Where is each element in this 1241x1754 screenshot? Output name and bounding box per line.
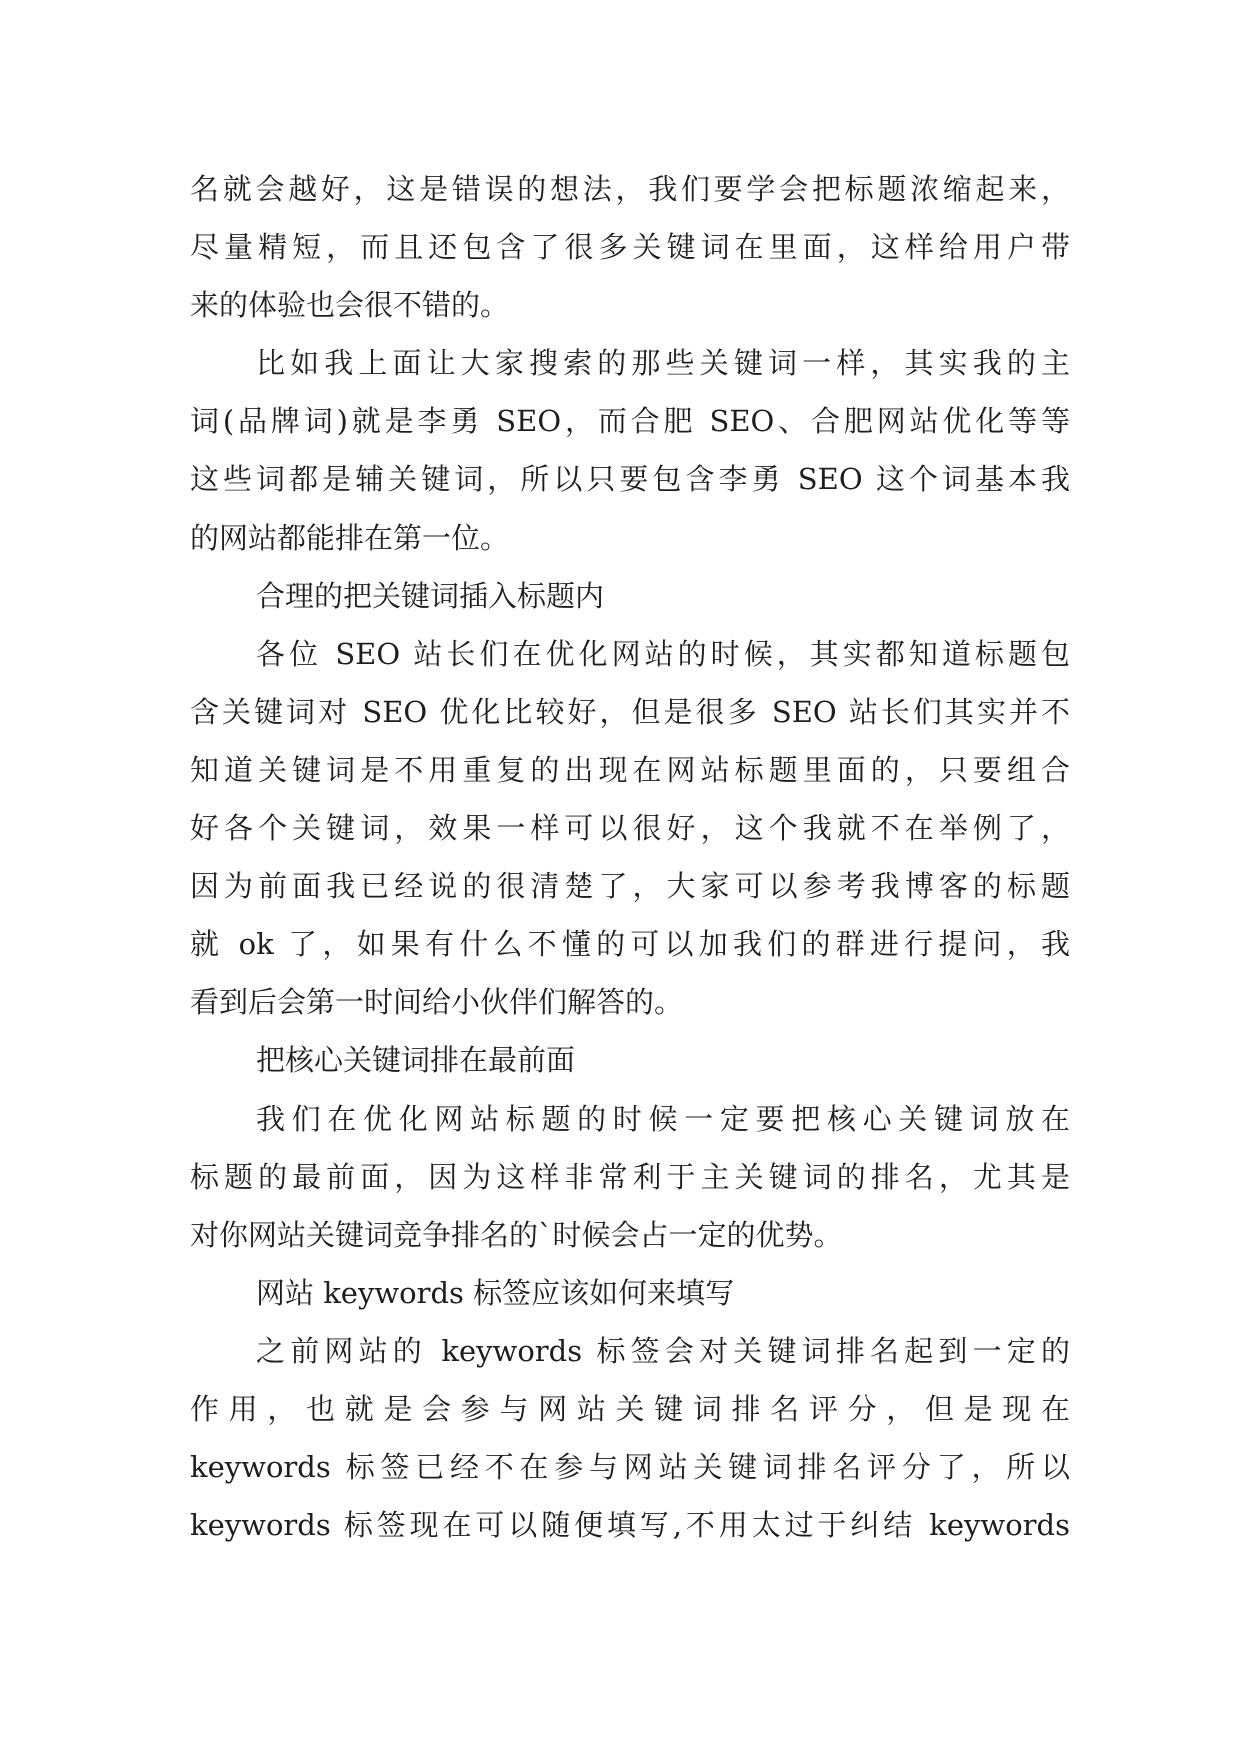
paragraph-first-line: 之前网站的 keywords 标签会对关键词排名起到一定的	[256, 1333, 1070, 1368]
paragraph-line: 这些词都是辅关键词，所以只要包含李勇 SEO 这个词基本我	[190, 462, 1070, 497]
paragraph-line: 作 用 ， 也 就 是 会 参 与 网 站 关 键 词 排 名 评 分 ， 但 是 现 在	[190, 1391, 1070, 1426]
paragraph-line: 标题的最前面，因为这样非常利于主关键词的排名，尤其是	[190, 1159, 1070, 1194]
paragraph-line: 尽量精短，而且还包含了很多关键词在里面，这样给用户带	[190, 230, 1070, 265]
paragraph-line: 好各个关键词，效果一样可以很好，这个我就不在举例了，	[190, 811, 1070, 846]
paragraph-line: 对你网站关键词竞争排名的`时候会占一定的优势。	[190, 1217, 843, 1252]
paragraph-line: 名就会越好，这是错误的想法，我们要学会把标题浓缩起来，	[190, 172, 1070, 206]
paragraph-line: keywords 标签现在可以随便填写,不用太过于纠结 keywords	[190, 1508, 1070, 1543]
document-body	[190, 160, 1070, 1554]
paragraph-first-line: 我们在优化网站标题的时候一定要把核心关键词放在	[256, 1101, 1070, 1136]
paragraph-first-line: 合理的把关键词插入标题内	[256, 578, 605, 613]
paragraph-line: keywords 标签已经不在参与网站关键词排名评分了，所以	[190, 1450, 1070, 1485]
paragraph-first-line: 比如我上面让大家搜索的那些关键词一样，其实我的主	[256, 346, 1070, 381]
paragraph-line: 看到后会第一时间给小伙伴们解答的。	[190, 985, 684, 1020]
paragraph-first-line: 把核心关键词排在最前面	[256, 1043, 576, 1078]
paragraph-line: 含关键词对 SEO 优化比较好，但是很多 SEO 站长们其实并不	[190, 694, 1070, 729]
paragraph-line: 来的体验也会很不错的。	[190, 288, 510, 323]
paragraph-line: 知道关键词是不用重复的出现在网站标题里面的，只要组合	[190, 752, 1070, 787]
paragraph-line: 就 ok 了，如果有什么不懂的可以加我们的群进行提问，我	[190, 927, 1070, 962]
paragraph-first-line: 网站 keywords 标签应该如何来填写	[256, 1275, 735, 1310]
paragraph-line: 因为前面我已经说的很清楚了，大家可以参考我博客的标题	[190, 869, 1070, 904]
paragraph-line: 的网站都能排在第一位。	[190, 520, 510, 555]
paragraph-first-line: 各位 SEO 站长们在优化网站的时候，其实都知道标题包	[256, 636, 1070, 671]
paragraph-line: 词(品牌词)就是李勇 SEO，而合肥 SEO、合肥网站优化等等	[190, 404, 1070, 439]
